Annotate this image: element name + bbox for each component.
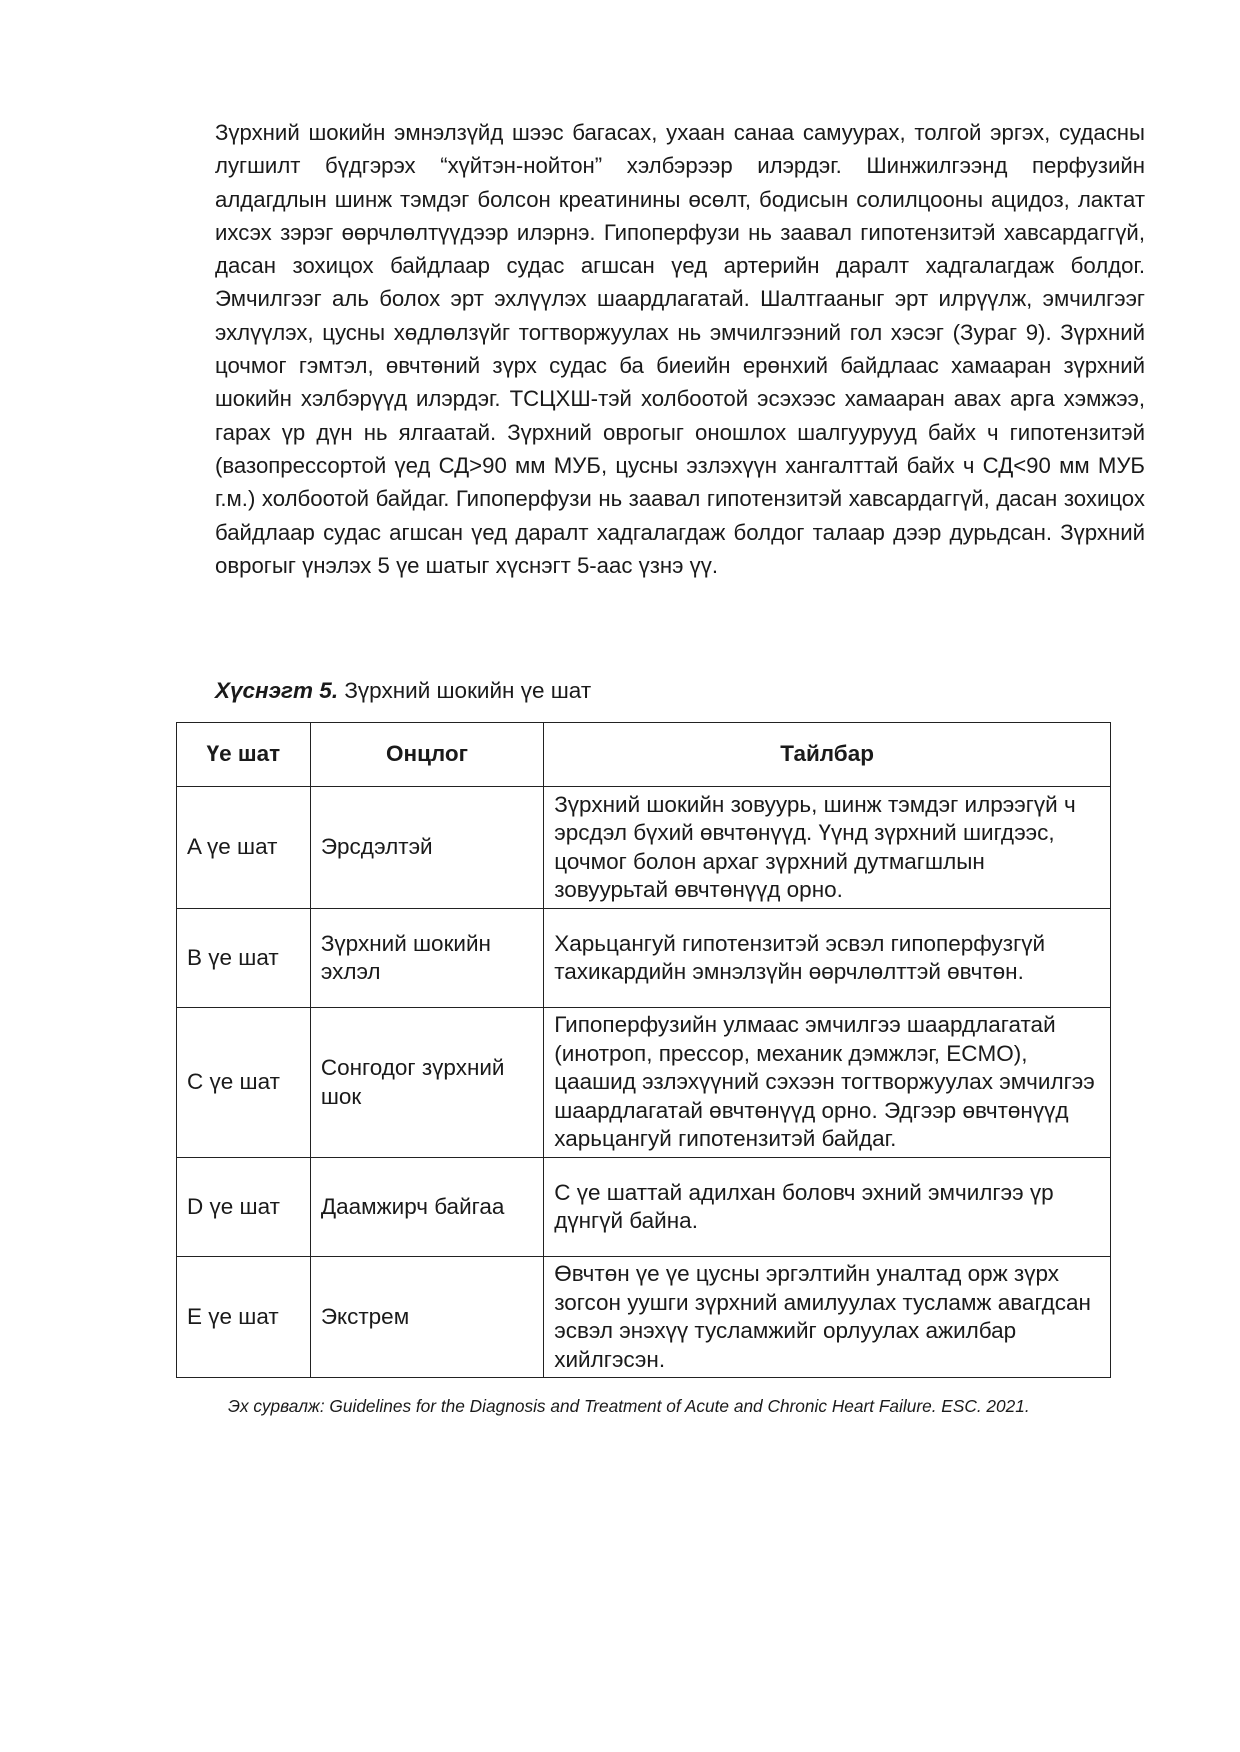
stage-cell: B үе шат: [177, 909, 311, 1008]
feature-cell: Сонгодог зүрхний шок: [310, 1008, 543, 1158]
table-row: [177, 787, 1111, 909]
header-stage: Үе шат: [177, 723, 311, 787]
stage-cell: A үе шат: [177, 787, 311, 909]
feature-cell: Зүрхний шокийн эхлэл: [310, 909, 543, 1008]
table-caption-label: Хүснэгт 5.: [215, 678, 339, 703]
feature-cell: Экстрем: [310, 1257, 543, 1378]
shock-stages-table: [176, 722, 1111, 1378]
header-feature: Онцлог: [310, 723, 543, 787]
description-cell: Харьцангуй гипотензитэй эсвэл гипоперфузгүй тахикардийн эмнэлзүйн өөрчлөлттэй өвчтөн.: [544, 909, 1111, 1008]
table-row: [177, 909, 1111, 1008]
table-caption-title: Зүрхний шокийн үе шат: [344, 678, 592, 703]
stage-cell: C үе шат: [177, 1008, 311, 1158]
table-header-row: [177, 723, 1111, 787]
header-description: Тайлбар: [544, 723, 1111, 787]
table-row: [177, 1158, 1111, 1257]
table-row: [177, 1008, 1111, 1158]
description-cell: Зүрхний шокийн зовуурь, шинж тэмдэг илрээгүй ч эрсдэл бүхий өвчтөнүүд. Үүнд зүрхний шигдээс, цочмог болон архаг зүрхний дутмагшлын зовуурьтай өвчтөнүүд орно.: [544, 787, 1111, 909]
feature-cell: Даамжирч байгаа: [310, 1158, 543, 1257]
feature-cell: Эрсдэлтэй: [310, 787, 543, 909]
source-note: Эх сурвалж: Guidelines for the Diagnosis and Treatment of Acute and Chronic Heart Failure. ESC. 2021.: [228, 1396, 1030, 1416]
stage-cell: E үе шат: [177, 1257, 311, 1378]
table-caption: [215, 676, 591, 706]
body-paragraph: Зүрхний шокийн эмнэлзүйд шээс багасах, ухаан санаа самуурах, толгой эргэх, судасны лугшилт бүдгэрэх “хүйтэн-нойтон” хэлбэрээр илэрдэг. Шинжилгээнд перфузийн алдагдлын шинж тэмдэг болсон креатинины өсөлт, бодисын солилцооны ацидоз, лактат ихсэх зэрэг өөрчлөлтүүдээр илэрнэ. Гипоперфузи нь заавал гипотензитэй хавсардаггүй, дасан зохицох байдлаар судас агшсан үед артерийн даралт хадгалагдаж болдог. Эмчилгээг аль болох эрт эхлүүлэх шаардлагатай. Шалтгааныг эрт илрүүлж, эмчилгээг эхлүүлэх, цусны хөдлөлзүйг тогтворжуулах нь эмчилгээний гол хэсэг (Зураг 9). Зүрхний цочмог гэмтэл, өвчтөний зүрх судас ба биеийн ерөнхий байдлаас хамааран зүрхний шокийн хэлбэрүүд илэрдэг. ТСЦХШ-тэй холбоотой эсэхээс хамааран авах арга хэмжээ, гарах үр дүн нь ялгаатай. Зүрхний оврогыг оношлох шалгуурууд байх ч гипотензитэй (вазопрессортой үед СД>90 мм МУБ, цусны эзлэхүүн хангалттай байх ч СД<90 мм МУБ г.м.) холбоотой байдаг. Гипоперфузи нь заавал гипотензитэй хавсардаггүй, дасан зохицох байдлаар судас агшсан үед даралт хадгалагдаж болдог талаар дээр дурьдсан. Зүрхний оврогыг үнэлэх 5 үе шатыг хүснэгт 5-аас үзнэ үү.: [215, 120, 1145, 578]
description-cell: Гипоперфузийн улмаас эмчилгээ шаардлагатай (инотроп, прессор, механик дэмжлэг, ECMO), цаашид эзлэхүүний сэхээн тогтворжуулах эмчилгээ шаардлагатай өвчтөнүүд орно. Эдгээр өвчтөнүүд харьцангуй гипотензитэй байдаг.: [544, 1008, 1111, 1158]
description-cell: C үе шаттай адилхан боловч эхний эмчилгээ үр дүнгүй байна.: [544, 1158, 1111, 1257]
description-cell: Өвчтөн үе үе цусны эргэлтийн уналтад орж зүрх зогсон уушги зүрхний амилуулах тусламж авагдсан эсвэл энэхүү тусламжийг орлуулах ажилбар хийлгэсэн.: [544, 1257, 1111, 1378]
stage-cell: D үе шат: [177, 1158, 311, 1257]
table-row: [177, 1257, 1111, 1378]
